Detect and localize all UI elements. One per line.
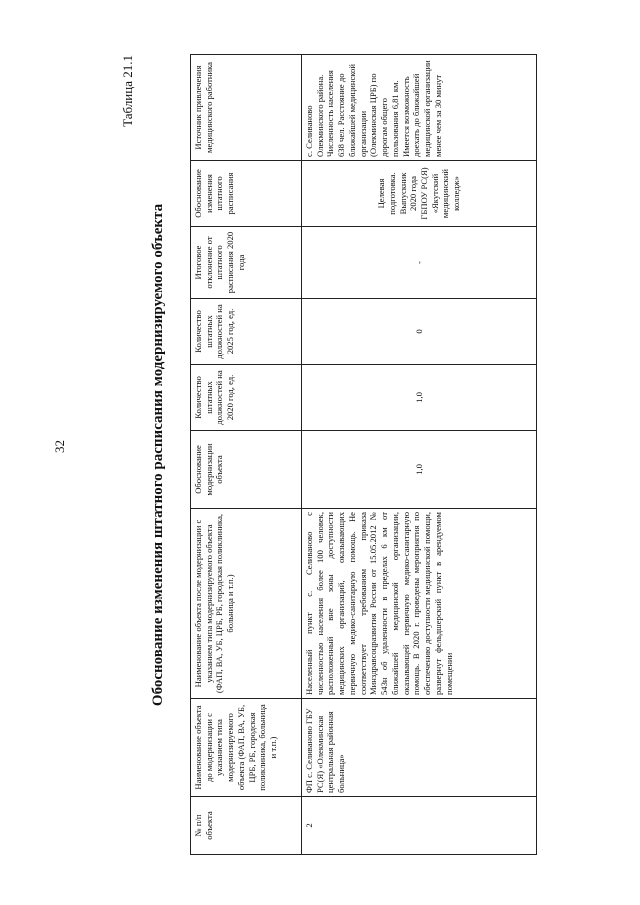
change-cell: -	[302, 227, 537, 299]
column-header: № п/п объекта	[191, 797, 302, 855]
column-header: Источник привлечения медицинского работника	[191, 55, 302, 161]
header-row	[191, 55, 302, 855]
row-number: 2	[302, 797, 537, 855]
document-title: Обоснование изменения штатного расписания модернизируемого объекта	[150, 203, 166, 707]
column-header: Количество штатных должностей на 2025 год, ед.	[191, 299, 302, 365]
table-label: Таблица 21.1	[120, 55, 135, 127]
object-after: Населенный пункт с. Селиваново с численностью населения более 100 человек, расположенный вне зоны доступности медицинских организаций, оказывающих первичную медико-санитарную помощь. Не соответствует требованиям приказа Минздравсоцразвития России от 15.05.2012 № 543н об удаленности в пределах 6 км от ближайшей медицинской организации, оказывающей первичную медико-санитарную помощь. В 2020 г. проведены мероприятия по обеспечению доступности медицинской помощи, развернут фельдшерский пункт в арендуемом помещении	[302, 509, 537, 699]
landscape-content	[120, 55, 550, 855]
column-header: Итоговое отклонение от штатного расписания 2020 года	[191, 227, 302, 299]
targeted-training-cell: Целевая подготовка. Выпускник 2020 года ГБПОУ РС(Я) «Якутский медицинский колледж»	[302, 161, 537, 227]
object-before: ФП с. Селиваново ГБУ РС(Я) «Олекминская центральная районная больница»	[302, 699, 537, 797]
column-header: Обоснование модернизации объекта	[191, 431, 302, 509]
staffing-table	[190, 54, 537, 855]
source-cell: с. Селиваново Олекминского района. Численность населения 638 чел. Расстояние до ближайшей медицинской организации (Олекминская ЦРБ) по дорогам общего пользования 6,81 км. Имеется возможность доехать до ближайшей медицинской организации менее чем за 30 минут	[302, 55, 537, 161]
deviation-cell: 0	[302, 299, 537, 365]
column-header: Обоснование изменения штатного расписания	[191, 161, 302, 227]
staff-2025-cell: 1,0	[302, 365, 537, 431]
column-header: Количество штатных должностей на 2020 год, ед.	[191, 365, 302, 431]
table-row	[302, 55, 537, 855]
page-number: 32	[52, 440, 67, 453]
column-header: Наименование объекта до модернизации с указанием типа модернизируемого объекта (ФАП, ВА, УБ, ЦРБ, РБ, городская поликлиника, больница и т.п.)	[191, 699, 302, 797]
staff-2020-cell: 1,0	[302, 431, 537, 509]
column-header: Наименование объекта после модернизации с указанием типа модернизируемого объекта (ФАП, ВА, УБ, ЦРБ, РБ, городская поликлиника, больница и т.п.)	[191, 509, 302, 699]
